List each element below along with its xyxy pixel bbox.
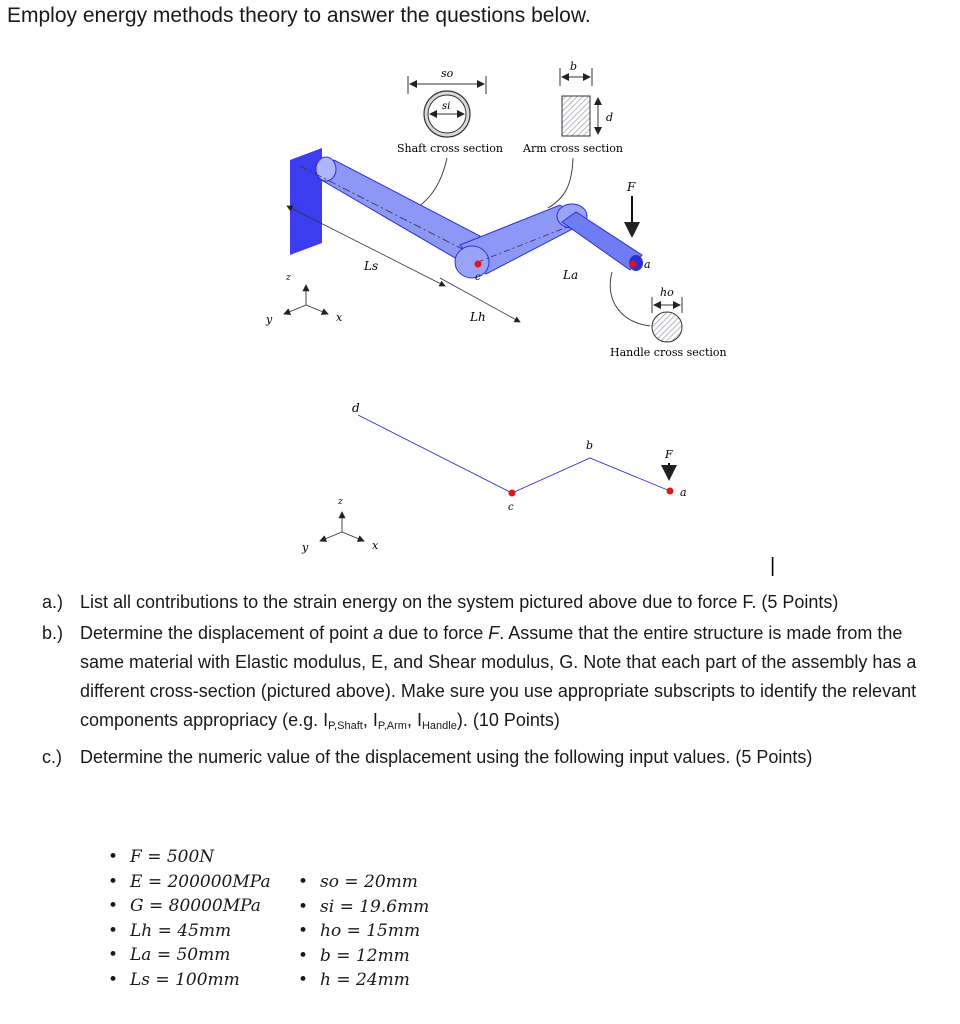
value-ho: • ho = 15mm — [298, 919, 429, 944]
point-c — [475, 261, 482, 268]
input-values-right — [298, 870, 429, 993]
shaft-cross-section — [397, 67, 503, 155]
svg-text:a: a — [644, 258, 651, 271]
svg-text:d: d — [352, 401, 360, 415]
value-La: • La = 50mm — [108, 943, 271, 968]
svg-text:y: y — [266, 313, 273, 326]
svg-text:F: F — [627, 180, 636, 194]
svg-text:y: y — [302, 541, 309, 554]
Lh-label: Lh — [470, 310, 486, 324]
value-h: • h = 24mm — [298, 968, 429, 993]
arm — [455, 204, 587, 278]
questions — [42, 588, 942, 772]
Ls-label: Ls — [364, 259, 379, 273]
page-title: Employ energy methods theory to answer the questions below. — [7, 4, 591, 27]
so-label: so — [441, 67, 454, 80]
svg-text:F: F — [665, 448, 673, 461]
force-F — [626, 180, 636, 236]
value-b: • b = 12mm — [298, 944, 429, 969]
La-label: La — [563, 268, 579, 282]
handle-section-label: Handle cross section — [610, 346, 727, 359]
svg-text:x: x — [372, 539, 379, 552]
value-F: • F = 500N — [108, 845, 271, 870]
value-Ls: • Ls = 100mm — [108, 968, 271, 993]
axes-bottom — [301, 497, 379, 554]
question-c: c.) Determine the numeric value of the displacement using the following input values. (5 Points) — [42, 747, 813, 767]
shaft — [300, 157, 480, 262]
text-cursor: | — [770, 555, 776, 577]
wireframe-diagram — [352, 401, 687, 513]
svg-text:c: c — [475, 272, 481, 283]
value-so: • so = 20mm — [298, 870, 429, 895]
svg-text:z: z — [286, 273, 291, 283]
shaft-section-label: Shaft cross section — [397, 142, 503, 155]
svg-text:a: a — [680, 486, 687, 499]
ho-label: ho — [660, 286, 674, 299]
value-E: • E = 200000MPa — [108, 870, 271, 895]
question-b: b.) Determine the displacement of point a due to force F. Assume that the entire structure is made from the same material with Elastic modulus, E, and Shear modulus, G. Note that each part of the assembly has a different cross-section (pictured above). Make sure you use appropriate subscripts to identify the relevant components appropriacy (e.g. $I_{P,Shaft}$, $I_{P,Arm}$, $I_{Handle}$). (10 Points) — [42, 623, 917, 732]
input-values-left — [108, 845, 271, 992]
question-a: a.) List all contributions to the strain energy on the system pictured above due to force F. (5 Points) — [42, 592, 839, 612]
handle-cross-section — [610, 272, 727, 359]
svg-text:x: x — [336, 311, 343, 324]
value-Lh: • Lh = 45mm — [108, 919, 271, 944]
d-label: d — [606, 111, 614, 124]
svg-text:b: b — [586, 439, 594, 452]
value-G: • G = 80000MPa — [108, 894, 271, 919]
value-si: • si = 19.6mm — [298, 895, 429, 920]
axes-top — [265, 273, 343, 326]
arm-cross-section — [522, 60, 623, 155]
svg-text:z: z — [338, 497, 343, 507]
arm-section-label: Arm cross section — [523, 142, 623, 155]
b-label: b — [570, 60, 578, 73]
si-label: si — [442, 101, 451, 112]
svg-text:c: c — [508, 502, 514, 513]
point-a — [630, 261, 637, 268]
